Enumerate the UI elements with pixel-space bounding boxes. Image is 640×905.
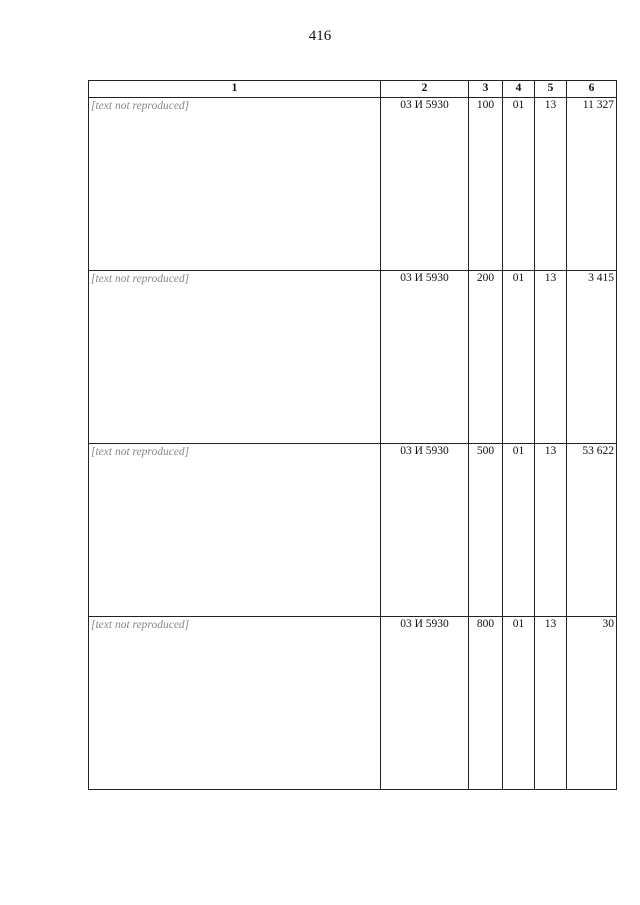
row-subsection: 13 [535, 271, 567, 444]
row-description: [text not reproduced] [89, 617, 381, 790]
row-amount: 30 [567, 617, 617, 790]
row-target-code: 03 И 5930 [381, 98, 469, 271]
row-target-code: 03 И 5930 [381, 444, 469, 617]
header-cell: 1 [89, 81, 381, 98]
row-subsection: 13 [535, 617, 567, 790]
header-cell: 5 [535, 81, 567, 98]
row-amount: 11 327 [567, 98, 617, 271]
row-expense-type: 100 [469, 98, 503, 271]
table-row [89, 617, 617, 790]
row-section: 01 [503, 617, 535, 790]
row-section: 01 [503, 98, 535, 271]
row-section: 01 [503, 444, 535, 617]
row-description: [text not reproduced] [89, 444, 381, 617]
row-amount: 3 415 [567, 271, 617, 444]
table-row [89, 444, 617, 617]
header-cell: 3 [469, 81, 503, 98]
row-expense-type: 200 [469, 271, 503, 444]
header-cell: 6 [567, 81, 617, 98]
table-header-row [89, 81, 617, 98]
row-expense-type: 500 [469, 444, 503, 617]
row-target-code: 03 И 5930 [381, 271, 469, 444]
row-description: [text not reproduced] [89, 271, 381, 444]
table-row [89, 271, 617, 444]
row-subsection: 13 [535, 98, 567, 271]
budget-table [88, 80, 617, 790]
row-expense-type: 800 [469, 617, 503, 790]
row-section: 01 [503, 271, 535, 444]
row-description: [text not reproduced] [89, 98, 381, 271]
row-target-code: 03 И 5930 [381, 617, 469, 790]
table-row [89, 98, 617, 271]
header-cell: 4 [503, 81, 535, 98]
row-subsection: 13 [535, 444, 567, 617]
row-amount: 53 622 [567, 444, 617, 617]
page-number: 416 [308, 28, 332, 44]
header-cell: 2 [381, 81, 469, 98]
